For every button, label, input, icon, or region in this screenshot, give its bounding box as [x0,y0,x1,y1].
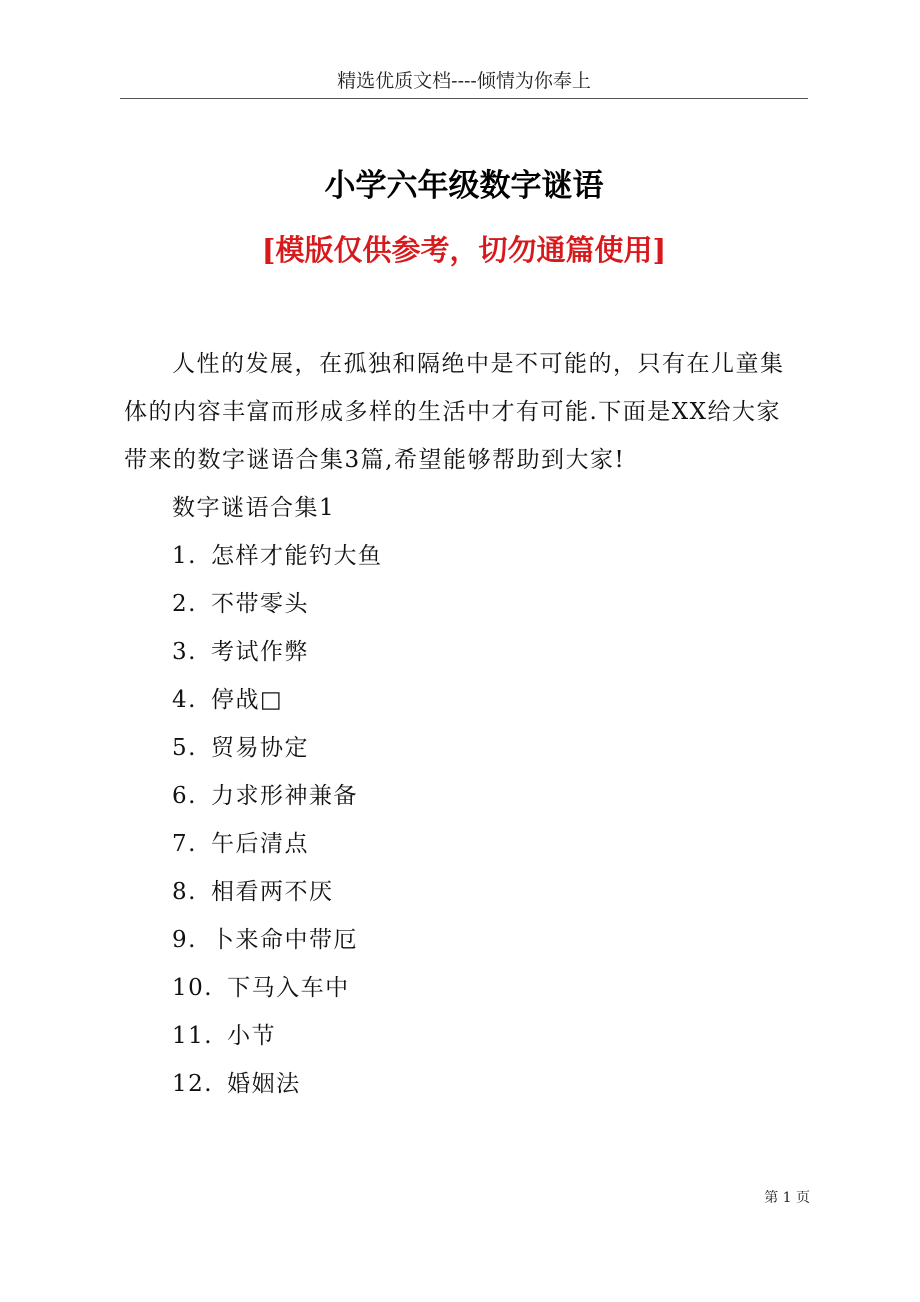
document-subtitle: [模版仅供参考，切勿通篇使用] [261,233,667,267]
list-item [172,916,382,964]
riddle-text: 力求形神兼备 [210,783,358,809]
list-item [172,820,382,868]
list-item [172,724,382,772]
list-item [172,1060,382,1108]
list-item [172,580,382,628]
document-title: 小学六年级数字谜语 [324,168,604,204]
riddle-text: 贸易协定 [210,735,309,761]
riddle-text: 下马入车中 [227,975,350,1001]
riddle-number: 9. [172,927,197,953]
list-item [172,532,382,580]
riddle-text: 不带零头 [210,591,309,617]
riddle-number: 1. [172,543,197,569]
list-item [172,964,382,1012]
riddle-text: 小节 [227,1023,277,1049]
riddle-text: 怎样才能钓大鱼 [210,543,383,569]
list-item [172,1012,382,1060]
page-header: 精选优质文档----倾情为你奉上 [337,70,591,92]
riddle-number: 10. [172,975,214,1001]
list-item [172,676,382,724]
list-item [172,628,382,676]
section-heading: 数字谜语合集1 [172,495,336,521]
intro-paragraph: 人性的发展，在孤独和隔绝中是不可能的，只有在儿童集体的内容丰富而形成多样的生活中才有可能.下面是XX给大家带来的数字谜语合集3篇,希望能够帮助到大家! [124,351,785,473]
page-number: 第 1 页 [764,1190,810,1206]
riddle-text: 考试作弊 [210,639,309,665]
riddle-number: 3. [172,639,197,665]
list-item [172,868,382,916]
header-divider [120,98,808,99]
riddle-text: 婚姻法 [227,1071,301,1097]
riddle-text: 停战□ [210,687,284,713]
riddle-number: 11. [172,1023,214,1049]
riddle-number: 5. [172,735,197,761]
riddle-number: 7. [172,831,197,857]
riddle-list [172,532,382,1108]
riddle-number: 2. [172,591,197,617]
riddle-number: 8. [172,879,197,905]
riddle-number: 4. [172,687,197,713]
riddle-text: 午后清点 [210,831,309,857]
riddle-text: 相看两不厌 [210,879,334,905]
riddle-number: 6. [172,783,197,809]
riddle-number: 12. [172,1071,214,1097]
list-item [172,772,382,820]
riddle-text: 卜来命中带厄 [210,927,358,953]
